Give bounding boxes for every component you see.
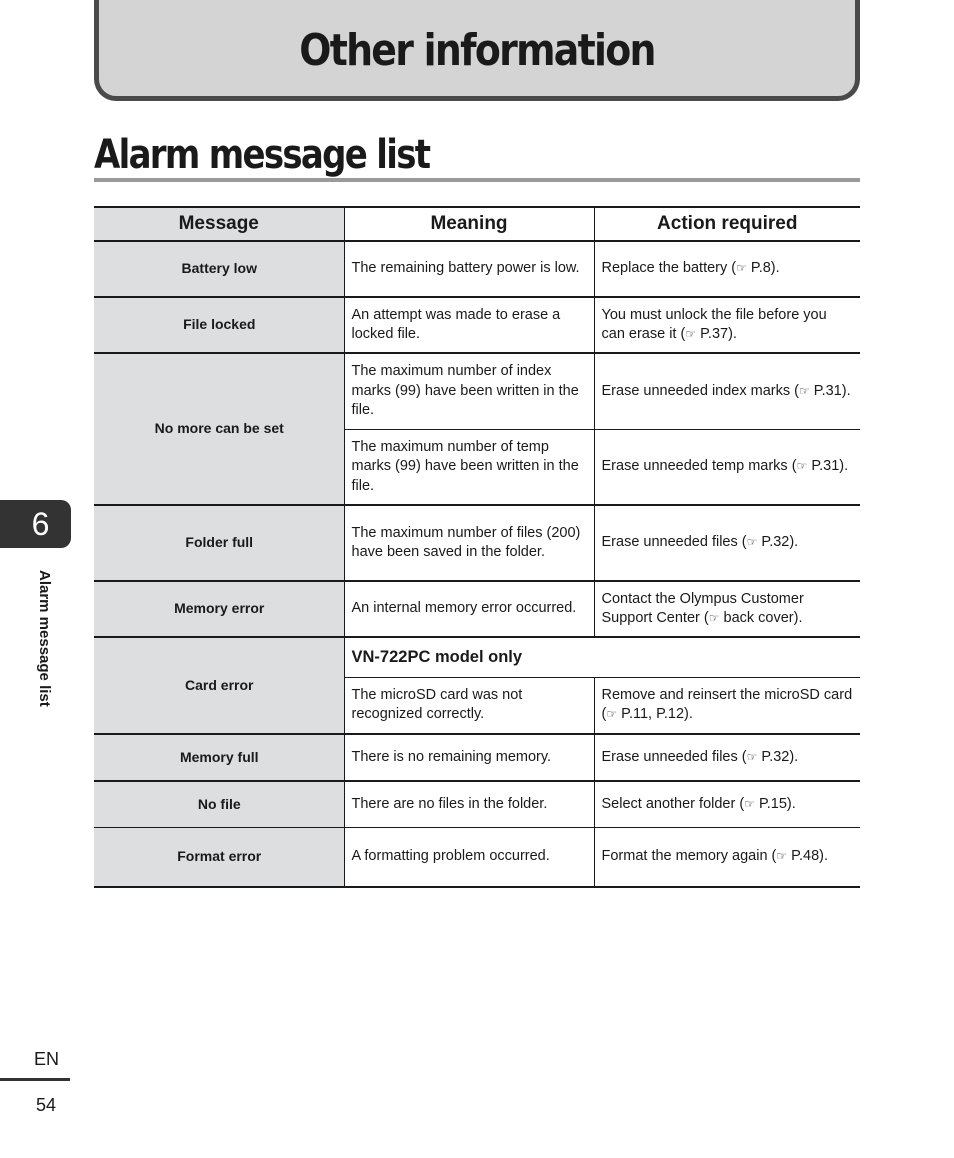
page-reference: back cover). [723,610,803,626]
action-text: Remove and reinsert the microSD card ( [601,686,853,723]
chapter-number: 6 [31,506,50,542]
header-message: Message [94,207,344,241]
action-cell [594,505,860,581]
action-text: Erase unneeded temp marks ( [601,458,797,474]
table-header-row [94,207,860,241]
action-text: Erase unneeded files ( [601,534,747,551]
meaning-cell: The maximum number of files (200) have been saved in the folder. [344,505,594,581]
alarm-message-table [94,206,860,888]
pointing-hand-icon: ☞ [798,383,810,398]
action-cell [594,581,860,637]
page-number: 54 [36,1095,57,1115]
pointing-hand-icon: ☞ [736,261,747,276]
pointing-hand-icon: ☞ [685,327,697,341]
model-note: VN-722PC model only [344,637,860,677]
meaning-cell: There are no files in the folder. [344,781,594,827]
action-cell [594,429,860,505]
page-reference: P.15). [758,795,796,812]
pointing-hand-icon: ☞ [796,459,808,473]
action-text: You must unlock the file before you can erase it ( [601,306,827,342]
header-meaning: Meaning [344,207,594,241]
pointing-hand-icon: ☞ [776,849,788,863]
page-reference: P.32). [761,534,799,551]
table-row [94,297,860,353]
message-cell: Memory full [94,734,344,781]
pointing-hand-icon: ☞ [746,535,758,550]
action-cell [594,297,860,353]
table-row [94,505,860,581]
page-reference: P.8). [750,260,780,277]
page-reference: P.37). [700,326,737,342]
action-text: Erase unneeded index marks ( [601,382,799,399]
meaning-cell: An internal memory error occurred. [344,581,594,637]
chapter-tab [0,500,71,548]
pointing-hand-icon: ☞ [746,749,758,764]
footer-divider [0,1078,70,1081]
page-reference: P.11, P.12). [621,706,693,723]
meaning-cell: The microSD card was not recognized correctly. [344,677,594,734]
table-row [94,581,860,637]
message-cell: No more can be set [94,353,344,505]
meaning-cell: The remaining battery power is low. [344,241,594,297]
meaning-cell: The maximum number of temp marks (99) have been written in the file. [344,429,594,505]
message-cell: Card error [94,637,344,734]
action-text: Contact the Olympus Customer Support Center ( [601,590,804,626]
message-cell: File locked [94,297,344,353]
action-cell [594,241,860,297]
action-text: Erase unneeded files ( [601,748,747,765]
action-cell [594,734,860,781]
meaning-cell: The maximum number of index marks (99) have been written in the file. [344,353,594,429]
page-reference: P.31). [813,382,851,399]
table-row [94,637,860,677]
header-action: Action required [594,207,860,241]
table-row [94,827,860,887]
section-divider [94,178,860,182]
table-row [94,781,860,827]
page-reference: P.48). [791,848,828,864]
table-row [94,353,860,429]
action-text: Replace the battery ( [601,260,737,277]
meaning-cell: There is no remaining memory. [344,734,594,781]
meaning-cell: A formatting problem occurred. [344,827,594,887]
table-row [94,734,860,781]
message-cell: Battery low [94,241,344,297]
action-cell [594,353,860,429]
table-row [94,241,860,297]
chapter-banner [94,0,860,101]
message-cell: Memory error [94,581,344,637]
message-cell: Format error [94,827,344,887]
section-title: Alarm message list [94,132,430,178]
action-text: Format the memory again ( [601,848,777,864]
action-cell [594,677,860,734]
page-reference: P.32). [761,748,799,765]
action-cell [594,781,860,827]
meaning-cell: An attempt was made to erase a locked file. [344,297,594,353]
pointing-hand-icon: ☞ [744,796,755,811]
action-text: Select another folder ( [601,795,745,812]
pointing-hand-icon: ☞ [708,611,720,625]
chapter-title: Other information [299,25,655,76]
message-cell: No file [94,781,344,827]
pointing-hand-icon: ☞ [606,707,618,722]
language-label: EN [34,1049,60,1069]
side-section-label: Alarm message list [36,570,53,707]
message-cell: Folder full [94,505,344,581]
page-reference: P.31). [811,458,849,474]
action-cell [594,827,860,887]
